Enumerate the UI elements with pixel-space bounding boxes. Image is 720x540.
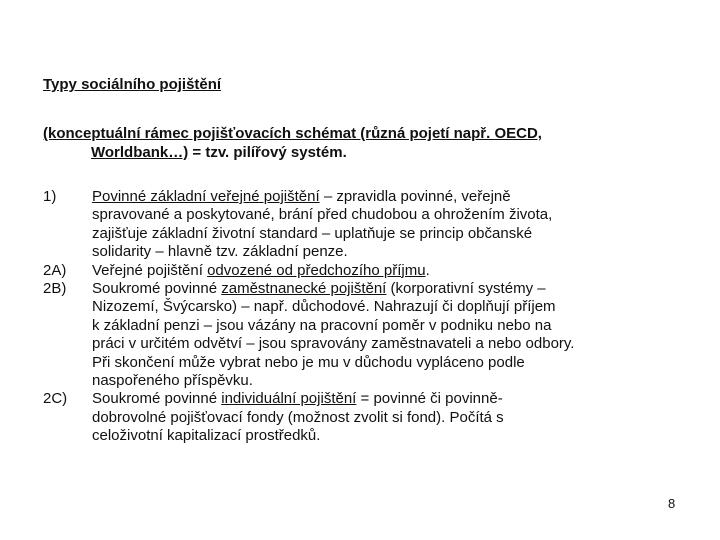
item-line: Nizozemí, Švýcarsko) – např. důchodové. Nahrazují či doplňují příjem <box>92 298 556 316</box>
list-item <box>43 188 673 262</box>
item-line: zajišťuje základní životní standard – uplatňuje se princip občanské <box>92 224 533 242</box>
item-number: 1) <box>43 188 57 205</box>
item-underlined: zaměstnanecké pojištění <box>221 280 387 298</box>
item-line-post: = povinné či povinně- <box>356 390 503 408</box>
slide-title: Typy sociálního pojištění <box>43 76 222 93</box>
item-underlined: individuální pojištění <box>221 390 357 408</box>
item-line-rest: – zpravidla povinné, veřejně <box>319 188 511 205</box>
item-number: 2A) <box>43 261 67 279</box>
item-line-pre: Veřejné pojištění <box>92 261 208 279</box>
item-line-post: (korporativní systémy – <box>386 280 546 298</box>
item-line <box>43 390 673 408</box>
item-number: 2C) <box>43 390 68 408</box>
intro-line-2 <box>43 143 643 162</box>
item-line: spravované a poskytované, brání před chudobou a ohrožením života, <box>92 206 553 224</box>
item-line: Při skončení může vybrat nebo je mu v důchodu vypláceno podle <box>92 353 525 371</box>
list-item <box>43 280 673 390</box>
intro-line-2-rest: = tzv. pilířový systém. <box>188 144 347 161</box>
item-line <box>43 188 673 206</box>
item-line <box>43 280 673 298</box>
item-underlined: odvozené od předchozího příjmu <box>207 261 426 279</box>
item-line: dobrovolné pojišťovací fondy (možnost zvolit si fond). Počítá s <box>92 408 504 426</box>
list-item <box>43 390 673 445</box>
item-line: celoživotní kapitalizací prostředků. <box>92 427 321 445</box>
item-line-pre: Soukromé povinné <box>92 280 222 298</box>
item-line: solidarity – hlavně tzv. základní penze. <box>92 243 348 261</box>
list-item <box>43 262 673 280</box>
item-lead-underlined: Povinné základní veřejné pojištění <box>92 188 320 205</box>
item-line-pre: Soukromé povinné <box>92 390 222 408</box>
pillar-list <box>43 188 673 446</box>
item-line-post: . <box>425 261 430 279</box>
item-line <box>43 262 673 280</box>
intro-text <box>43 124 643 162</box>
item-number: 2B) <box>43 280 67 298</box>
page-number: 8 <box>668 496 676 511</box>
item-line: práci v určitém odvětví – jsou spravovány zaměstnavateli a nebo odbory. <box>92 335 575 353</box>
intro-line-1: (konceptuální rámec pojišťovacích schémat (různá pojetí např. OECD, <box>43 125 542 142</box>
item-line: naspořeného příspěvku. <box>92 372 253 390</box>
intro-line-2-underlined: Worldbank…) <box>91 144 189 161</box>
item-line: k základní penzi – jsou vázány na pracovní poměr v podniku nebo na <box>92 316 552 334</box>
